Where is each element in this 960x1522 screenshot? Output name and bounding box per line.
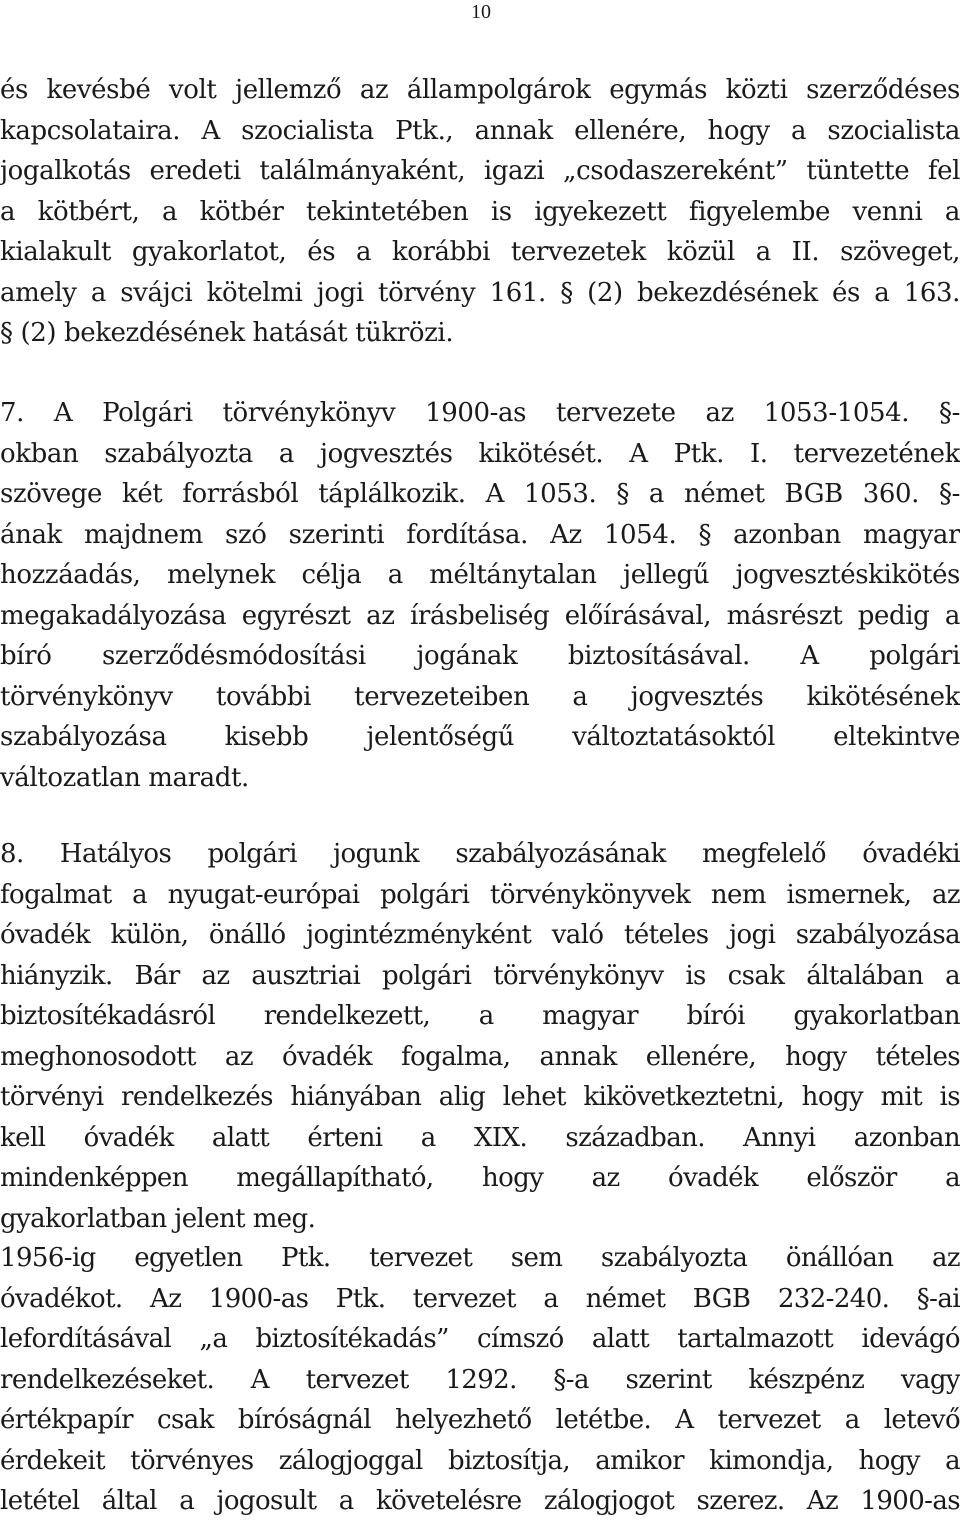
text-line: kell óvadék alatt érteni a XIX. században. Annyi azonban <box>0 1122 960 1153</box>
paragraph-3 <box>0 834 960 1239</box>
text-line: törvényi rendelkezés hiányában alig lehet kikövetkeztetni, hogy mit is <box>0 1082 960 1112</box>
text-line: biztosítékadásról rendelkezett, a magyar bírói gyakorlatban <box>0 1001 960 1031</box>
text-line: jogalkotás eredeti találmányaként, igazi „csodaszereként” tüntette fel <box>0 156 960 186</box>
text-line: meghonosodott az óvadék fogalma, annak ellenére, hogy tételes <box>0 1041 960 1072</box>
text-line: letétel által a jogosult a követelésre zálogjogot szerez. Az 1900-as <box>0 1486 960 1516</box>
text-line: óvadékot. Az 1900-as Ptk. tervezet a német BGB 232-240. §-ai <box>0 1283 960 1314</box>
text-line: kialakult gyakorlatot, és a korábbi tervezetek közül a II. szöveget, <box>0 237 960 267</box>
text-line: és kevésbé volt jellemző az állampolgárok egymás közti szerződéses <box>0 75 960 105</box>
text-line: szövege két forrásból táplálkozik. A 1053. § a német BGB 360. §- <box>0 479 960 509</box>
text-line: 8. Hatályos polgári jogunk szabályozásának megfelelő óvadéki <box>0 839 960 869</box>
text-line: rendelkezéseket. A tervezet 1292. §-a szerint készpénz vagy <box>0 1364 960 1395</box>
text-line: óvadék külön, önálló jogintézményként való tételes jogi szabályozása <box>0 920 960 950</box>
paragraph-4 <box>0 1238 960 1522</box>
text-line: fogalmat a nyugat-európai polgári törvénykönyvek nem ismernek, az <box>0 879 960 910</box>
page-number: 10 <box>471 1 491 23</box>
text-line: változatlan maradt. <box>0 762 249 793</box>
text-line: bíró szerződésmódosítási jogának biztosításával. A polgári <box>0 641 960 671</box>
text-line: § (2) bekezdésének hatását tükrözi. <box>0 318 454 348</box>
text-line: értékpapír csak bíróságnál helyezhető letétbe. A tervezet a letevő <box>0 1405 960 1435</box>
text-line: érdekeit törvényes zálogjoggal biztosítja, amikor kimondja, hogy a <box>0 1445 960 1476</box>
text-line: gyakorlatban jelent meg. <box>0 1203 316 1234</box>
text-line: okban szabályozta a jogvesztés kikötését. A Ptk. I. tervezetének <box>0 438 960 469</box>
paragraph-1 <box>0 70 960 354</box>
text-line: 7. A Polgári törvénykönyv 1900-as tervezete az 1053-1054. §- <box>0 398 960 428</box>
text-line: hiányzik. Bár az ausztriai polgári törvénykönyv is csak általában a <box>0 960 960 991</box>
text-line: szabályozása kisebb jelentőségű változtatásoktól eltekintve <box>0 722 960 752</box>
text-line: kapcsolataira. A szocialista Ptk., annak ellenére, hogy a szocialista <box>0 115 960 146</box>
text-line: a kötbért, a kötbér tekintetében is igyekezett figyelembe venni a <box>0 196 960 227</box>
paragraph-2 <box>0 393 960 798</box>
text-line: lefordításával „a biztosítékadás” címszó alatt tartalmazott idevágó <box>0 1324 960 1354</box>
text-line: hozzáadás, melynek célja a méltánytalan jellegű jogvesztéskikötés <box>0 560 960 590</box>
text-line: 1956-ig egyetlen Ptk. tervezet sem szabályozta önállóan az <box>0 1243 960 1273</box>
text-line: törvénykönyv további tervezeteiben a jogvesztés kikötésének <box>0 681 960 712</box>
text-line: mindenképpen megállapítható, hogy az óvadék először a <box>0 1163 960 1193</box>
text-line: ának majdnem szó szerinti fordítása. Az 1054. § azonban magyar <box>0 519 960 550</box>
text-line: megakadályozása egyrészt az írásbeliség előírásával, másrészt pedig a <box>0 600 960 631</box>
text-line: amely a svájci kötelmi jogi törvény 161. § (2) bekezdésének és a 163. <box>0 277 960 308</box>
